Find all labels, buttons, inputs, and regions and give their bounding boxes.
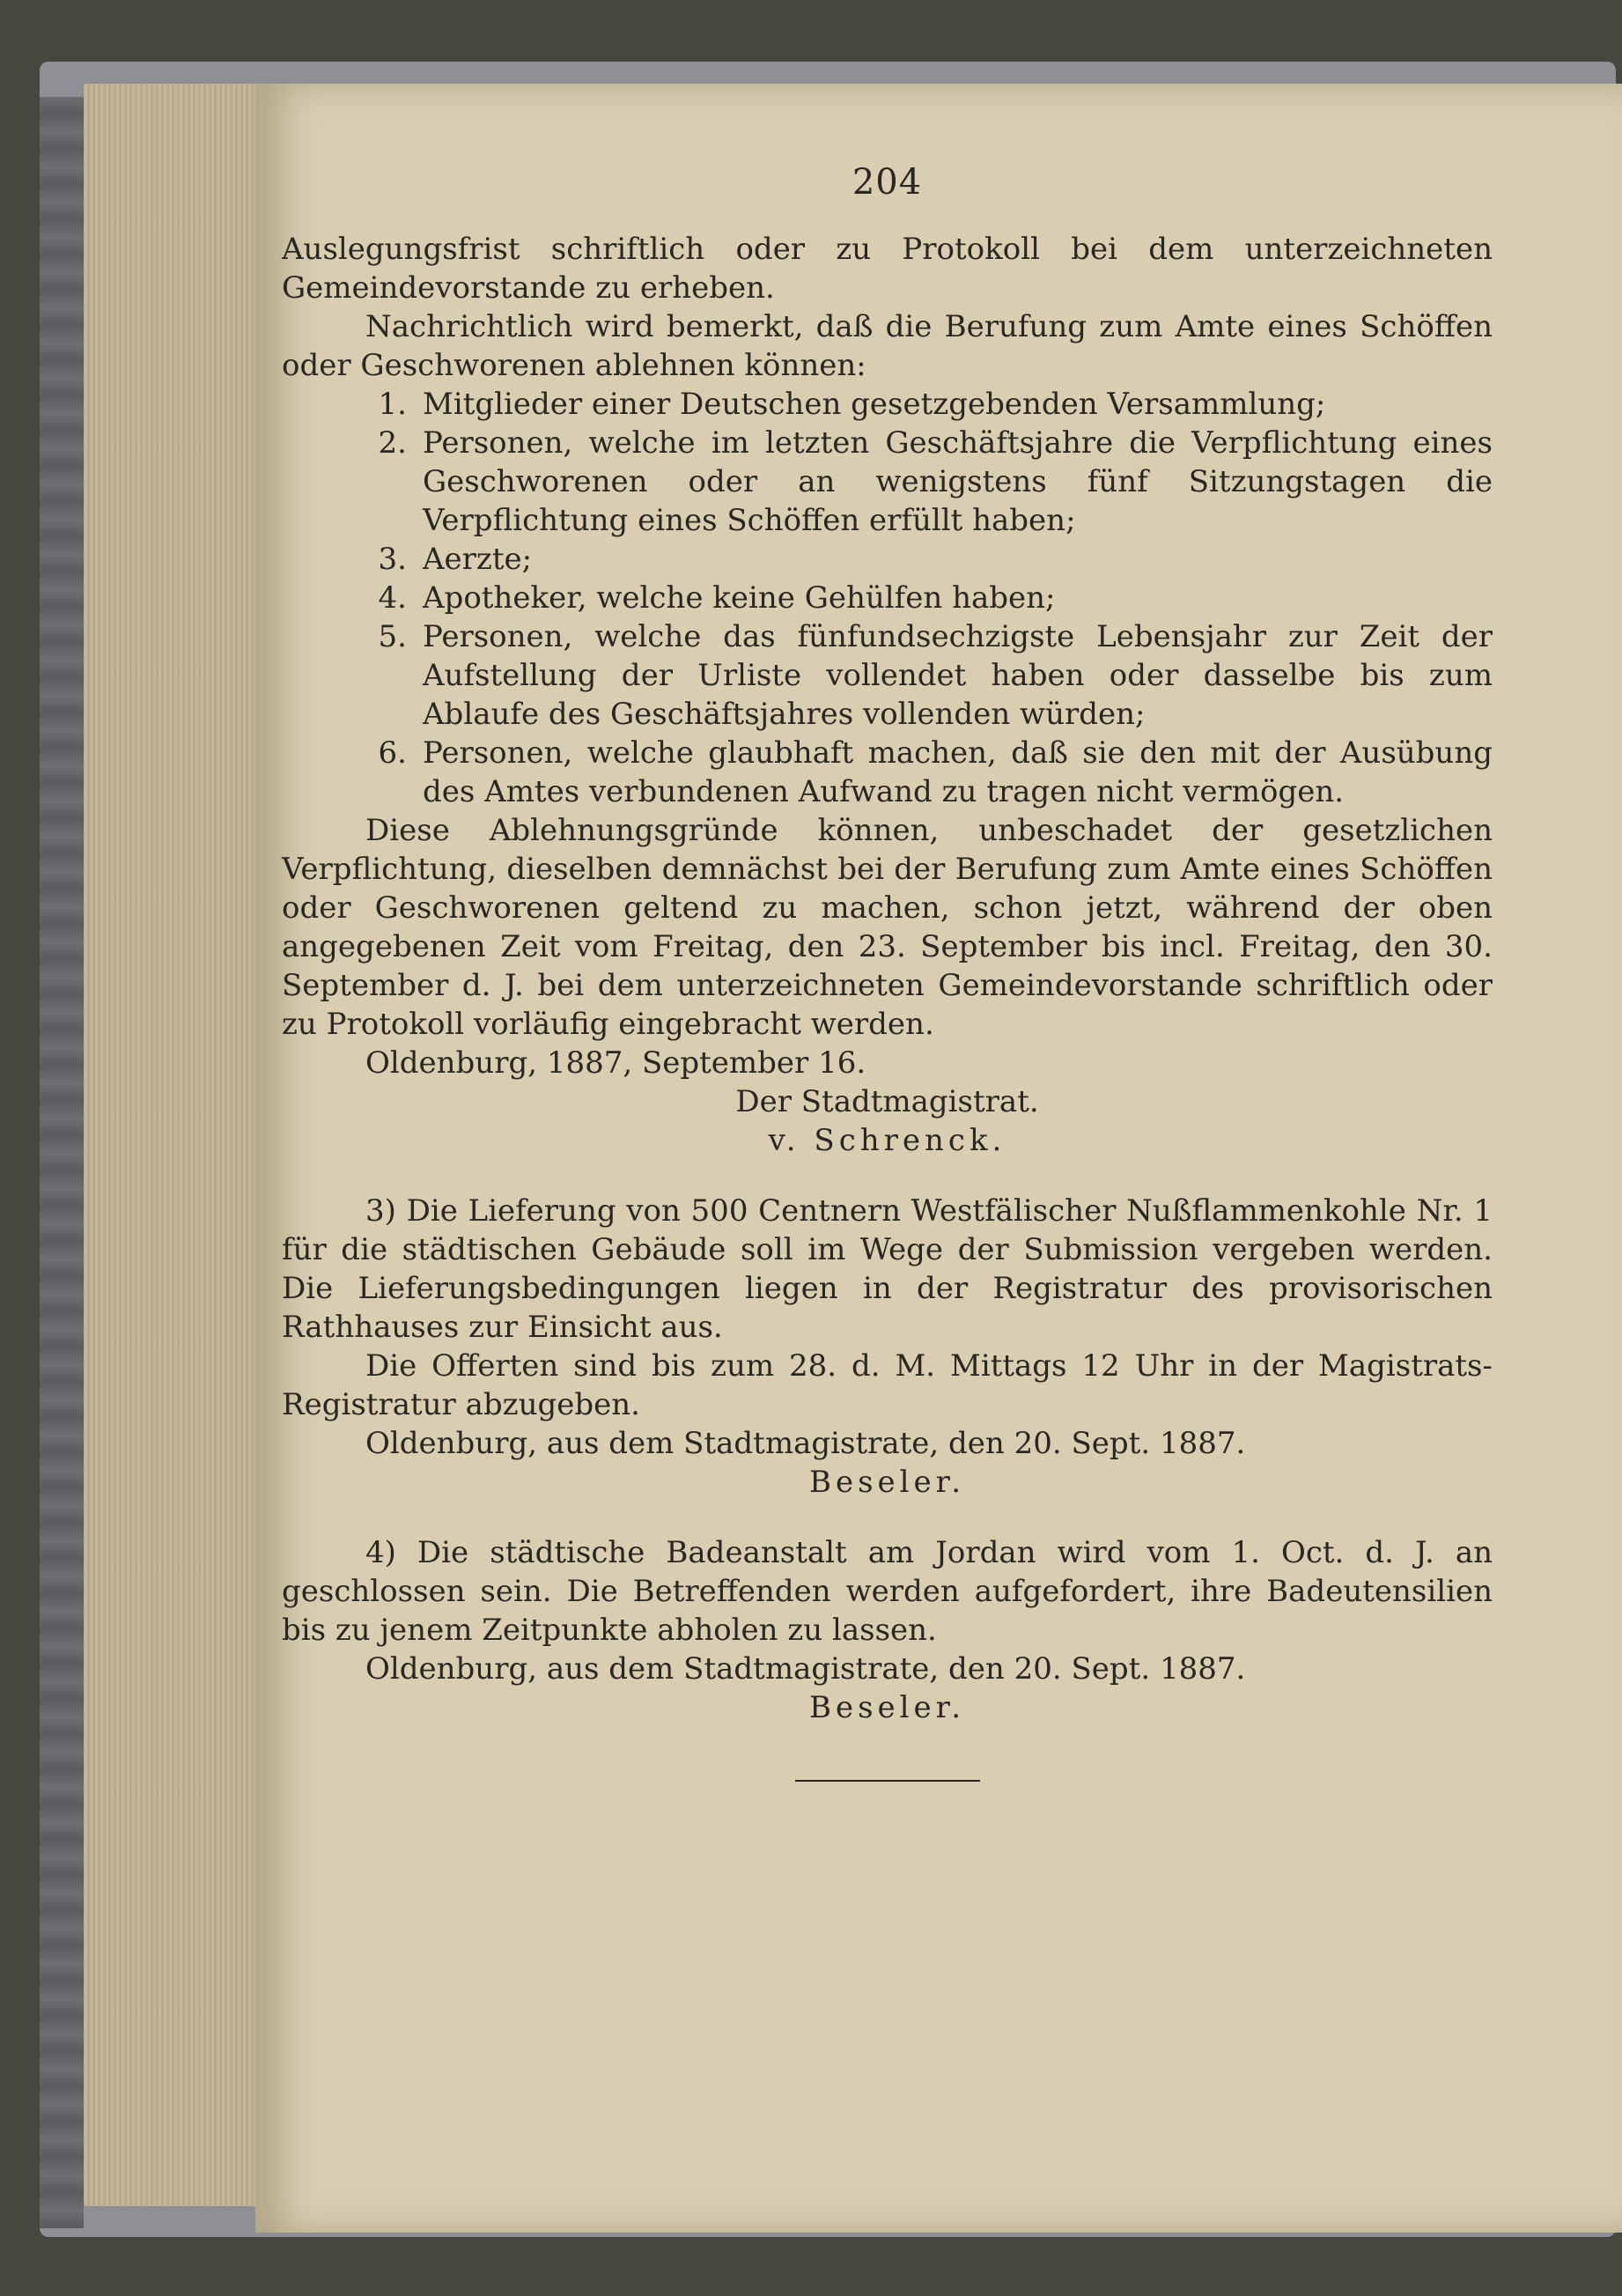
notice-3-offers: Die Offerten sind bis zum 28. d. M. Mittags 12 Uhr in der Magistrats-Registratur abzugeben. [282, 1348, 1493, 1422]
issuer: Der Stadtmagistrat. [735, 1084, 1039, 1119]
list-item-text: Aerzte; [423, 542, 533, 577]
list-item-number: 3. [378, 542, 407, 577]
list-item [282, 579, 1493, 617]
list-item-number: 1. [378, 387, 407, 422]
continuation-paragraph: Auslegungsfrist schriftlich oder zu Protokoll bei dem unterzeichneten Gemeindevorstande zu erheben. [282, 232, 1493, 306]
exemption-note: Diese Ablehnungsgründe können, unbeschadet der gesetzlichen Verpflichtung, dieselben demnächst bei der Berufung zum Amte eines Schöffen oder Geschworenen geltend zu machen, schon jetzt, während der oben angegebenen Zeit vom Freitag, den 23. September bis incl. Freitag, den 30. September d. J. bei dem unterzeichneten Gemeindevorstande schriftlich oder zu Protokoll vorläufig eingebracht werden. [282, 813, 1493, 1042]
notice-3: 3) Die Lieferung von 500 Centnern Westfälischer Nußflammenkohle Nr. 1 für die städtischen Gebäude soll im Wege der Submission vergeben werden. Die Lieferungsbedingungen liegen in der Registratur des provisorischen Rathhauses zur Einsicht aus. [282, 1193, 1493, 1345]
list-item-text: Personen, welche das fünfundsechzigste Lebensjahr zur Zeit der Aufstellung der Urliste vollendet haben oder dasselbe bis zum Ablaufe des Geschäftsjahres vollenden würden; [423, 619, 1493, 732]
list-item [282, 540, 1493, 579]
signature: v. Schrenck. [768, 1123, 1006, 1158]
signature: Beseler. [809, 1465, 965, 1500]
page-number: 204 [852, 162, 923, 203]
list-item [282, 734, 1493, 811]
list-item-number: 5. [378, 619, 407, 654]
notice-intro: Nachrichtlich wird bemerkt, daß die Berufung zum Amte eines Schöffen oder Geschworenen ablehnen können: [282, 309, 1493, 383]
end-rule [795, 1780, 980, 1782]
list-item-number: 4. [378, 580, 407, 616]
list-item [282, 424, 1493, 540]
list-item-text: Apotheker, welche keine Gehülfen haben; [423, 580, 1056, 616]
list-item-number: 2. [378, 425, 407, 461]
list-item-text: Mitglieder einer Deutschen gesetzgebenden Versammlung; [423, 387, 1326, 422]
list-item [282, 385, 1493, 424]
list-item-text: Personen, welche im letzten Geschäftsjahre die Verpflichtung eines Geschworenen oder an wenigstens fünf Sitzungstagen die Verpflichtung eines Schöffen erfüllt haben; [423, 425, 1493, 538]
place-date: Oldenburg, aus dem Stadtmagistrate, den 20. Sept. 1887. [365, 1651, 1246, 1687]
place-date: Oldenburg, 1887, September 16. [365, 1045, 866, 1081]
signature: Beseler. [809, 1690, 965, 1725]
list-item-number: 6. [378, 735, 407, 771]
list-item [282, 617, 1493, 734]
exemption-list [282, 385, 1493, 811]
page-content [282, 163, 1493, 1782]
place-date: Oldenburg, aus dem Stadtmagistrate, den 20. Sept. 1887. [365, 1426, 1246, 1461]
book-spine-edge [40, 97, 84, 2228]
notice-4: 4) Die städtische Badeanstalt am Jordan wird vom 1. Oct. d. J. an geschlossen sein. Die Betreffenden werden aufgefordert, ihre Badeutensilien bis zu jenem Zeitpunkte abholen zu lassen. [282, 1535, 1493, 1648]
list-item-text: Personen, welche glaubhaft machen, daß sie den mit der Ausübung des Amtes verbundenen Aufwand zu tragen nicht vermögen. [423, 735, 1493, 809]
